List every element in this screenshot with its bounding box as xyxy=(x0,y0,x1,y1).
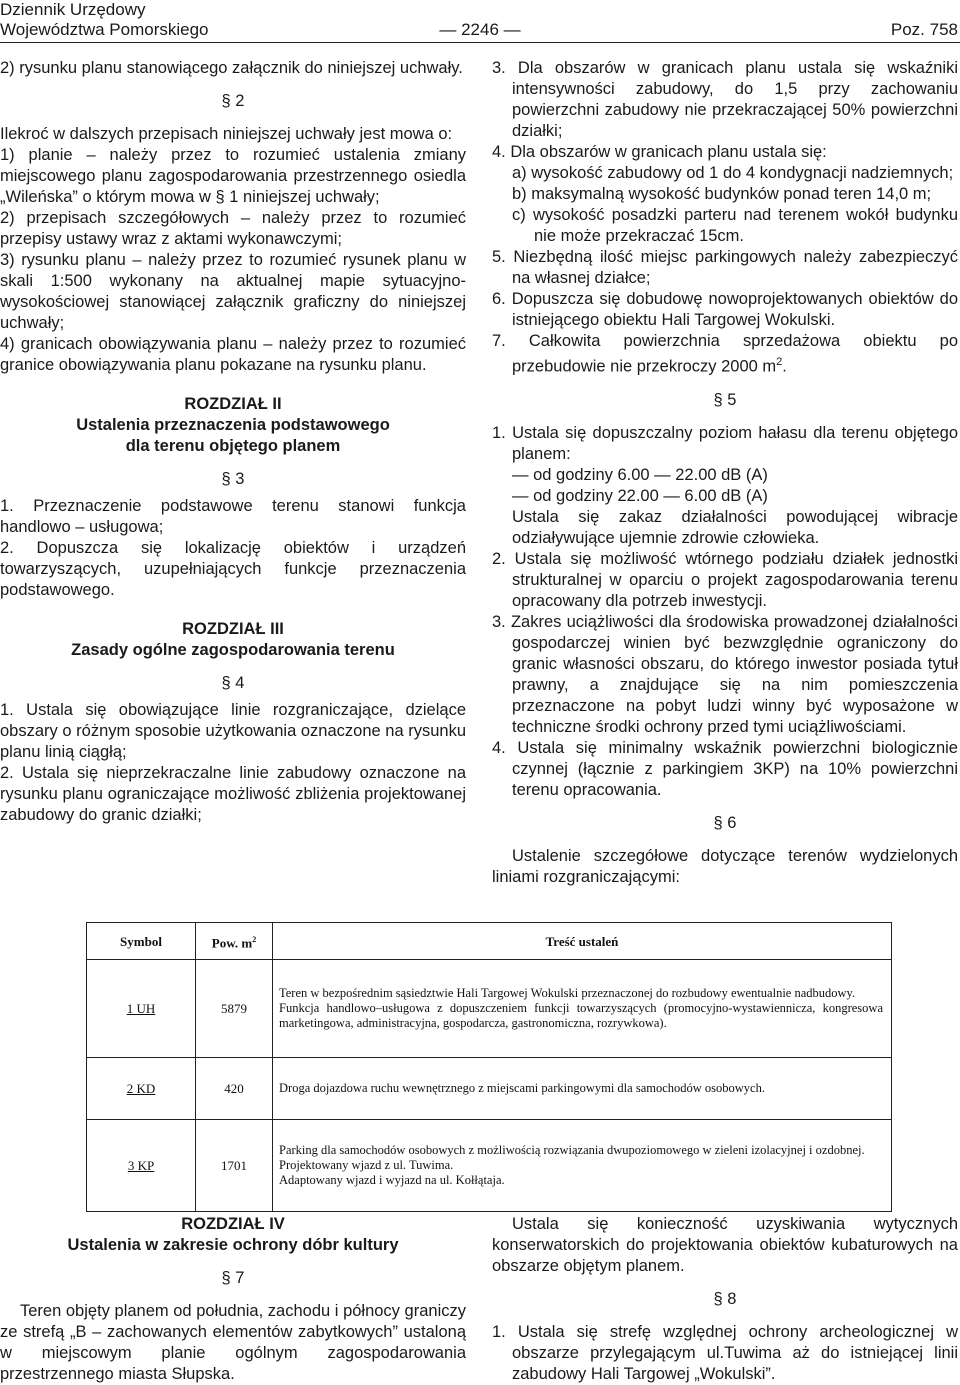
list-item: 3) rysunku planu – należy przez to rozumieć rysunek planu w skali 1:500 wykonany na aktualnej mapie sytuacyjno-wysokościowej stanowiącej załącznik graficzny do niniejszej uchwały; xyxy=(0,251,466,332)
paragraph: Teren objęty planem od południa, zachodu i północy graniczy ze strefą „B – zachowanych elementów zabytkowych” ustaloną w miejscowym planie ogólnym zagospodarowania przestrzennego miasta Słupska. xyxy=(0,1302,466,1383)
chapter-title: ROZDZIAŁ IV xyxy=(181,1215,285,1233)
col-content: Treść ustaleń xyxy=(273,923,892,960)
row-symbol: 1 UH xyxy=(87,960,196,1058)
table-row xyxy=(87,960,892,1058)
sub-item: a) wysokość zabudowy od 1 do 4 kondygnacji nadziemnych; xyxy=(512,164,954,182)
page-number: — 2246 — xyxy=(439,20,521,39)
table-header-row xyxy=(87,923,892,960)
list-item: 2) przepisach szczegółowych – należy przez to rozumieć przepisy ustawy wraz z aktami wykonawczymi; xyxy=(0,209,466,248)
list-item: 2. Ustala się nieprzekraczalne linie zabudowy oznaczone na rysunku planu ograniczające możliwość zbliżenia projektowanej zabudowy do granic działki; xyxy=(0,764,466,824)
journal-title: Dziennik Urzędowy xyxy=(0,0,146,19)
chapter-subtitle: Zasady ogólne zagospodarowania terenu xyxy=(71,641,395,659)
bottom-right-column xyxy=(492,1214,958,1385)
col-area xyxy=(196,923,273,960)
section-number: § 7 xyxy=(221,1269,245,1287)
paragraph: 2) rysunku planu stanowiącego załącznik do niniejszej uchwały. xyxy=(0,59,463,77)
paragraph: Ustala się konieczność uzyskiwania wytycznych konserwatorskich do projektowania obiektów kubaturowych na obszarze objętym planem. xyxy=(492,1215,958,1275)
content-line: Teren w bezpośrednim sąsiedztwie Hali Targowej Wokulski przeznaczonej do rozbudowy ewentualnie nadbudowy. xyxy=(279,986,856,1000)
list-item: 2. Dopuszcza się lokalizację obiektów i urządzeń towarzyszących, uzupełniających funkcje przeznaczenia podstawowego. xyxy=(0,539,466,599)
row-area: 1701 xyxy=(196,1120,273,1212)
item-text: 7. Całkowita powierzchnia sprzedażowa obiektu po przebudowie nie przekroczy 2000 m xyxy=(492,332,958,376)
chapter-title: ROZDZIAŁ III xyxy=(182,620,284,638)
list-item: 4) granicach obowiązywania planu – należy przez to rozumieć granice obowiązywania planu pokazane na rysunku planu. xyxy=(0,335,466,374)
list-item: 2. Ustala się możliwość wtórnego podziału działek jednostki strukturalnej w oparciu o projekt zagospodarowania terenu opracowany dla potrzeb inwestycji. xyxy=(492,549,958,610)
chapter-subtitle: Ustalenia przeznaczenia podstawowego xyxy=(76,416,390,434)
list-item xyxy=(492,331,958,378)
list-item: 4. Dla obszarów w granicach planu ustala się: xyxy=(492,143,827,161)
superscript: 2 xyxy=(776,356,783,368)
list-item: 3. Dla obszarów w granicach planu ustala się wskaźniki intensywności zabudowy, do 1,5 przy zachowaniu powierzchni zabudowy nie przekraczającej 50% powierzchni działki; xyxy=(492,59,958,140)
journal-region: Województwa Pomorskiego xyxy=(0,20,209,39)
section-number: § 6 xyxy=(713,813,737,832)
paragraph: Ustalenie szczegółowe dotyczące terenów wydzielonych liniami rozgraniczającymi: xyxy=(492,846,958,886)
left-column xyxy=(0,58,466,826)
content-line: Adaptowany wjazd i wyjazd na ul. Kołłątaja. xyxy=(279,1173,505,1187)
chapter-subtitle: dla terenu objętego planem xyxy=(125,437,341,455)
section-number: § 8 xyxy=(713,1290,737,1308)
paragraph: Ustala się zakaz działalności powodującej wibracje odziaływujące ujemnie zdrowie człowieka. xyxy=(512,507,958,547)
chapter-title: ROZDZIAŁ II xyxy=(184,395,282,413)
row-area: 5879 xyxy=(196,960,273,1058)
paragraph: Ilekroć w dalszych przepisach niniejszej uchwały jest mowa o: xyxy=(0,125,453,143)
position-number: Poz. 758 xyxy=(890,20,958,39)
row-symbol: 3 KP xyxy=(87,1120,196,1212)
row-symbol: 2 KD xyxy=(87,1058,196,1120)
sub-item: b) maksymalną wysokość budynków ponad teren 14,0 m; xyxy=(512,185,932,203)
content-line: Projektowany wjazd z ul. Tuwima. xyxy=(279,1158,454,1172)
content-line: Funkcja handlowo–usługowa z dopuszczeniem funkcji towarzyszących (promocyjno-wystawiennicza, kongresowa marketingowa, administracyjna, gospodarcza, gastronomiczna, rozrywkowa). xyxy=(279,1001,883,1030)
list-item: 1. Ustala się dopuszczalny poziom hałasu dla terenu objętego planem: xyxy=(492,423,958,463)
section-number: § 3 xyxy=(221,470,245,488)
content-line: Droga dojazdowa ruchu wewnętrznego z miejscami parkingowymi dla samochodów osobowych. xyxy=(279,1081,765,1095)
list-item: 1) planie – należy przez to rozumieć ustalenia zmiany miejscowego planu zagospodarowania przestrzennego osiedla „Wileńska” o którym mowa w § 1 niniejszej uchwały; xyxy=(0,146,466,206)
section-number: § 2 xyxy=(221,92,245,110)
table-row xyxy=(87,1120,892,1212)
sub-item: c) wysokość posadzki parteru nad terenem wokół budynku nie może przekraczać 15cm. xyxy=(512,206,958,245)
row-area: 420 xyxy=(196,1058,273,1120)
col-area-label: Pow. m xyxy=(211,935,253,951)
list-item: 4. Ustala się minimalny wskaźnik powierzchni biologicznie czynnej (łącznie z parkingiem 3KP) na 10% powierzchni terenu opracowania. xyxy=(492,738,958,799)
item-end: . xyxy=(782,357,787,376)
row-content xyxy=(273,1120,892,1212)
list-item: 1. Ustala się obowiązujące linie rozgraniczające, dzielące obszary o różnym sposobie użytkowania oznaczone na rysunku planu linią ciągłą; xyxy=(0,701,466,761)
row-content xyxy=(273,1058,892,1120)
row-content xyxy=(273,960,892,1058)
list-item: 5. Niezbędną ilość miejsc parkingowych należy zabezpieczyć na własnej działce; xyxy=(492,248,958,287)
dash-item: — od godziny 22.00 — 6.00 dB (A) xyxy=(512,486,768,505)
list-item: 1. Przeznaczenie podstawowe terenu stanowi funkcja handlowo – usługowa; xyxy=(0,497,466,536)
zoning-table xyxy=(86,922,892,1212)
section-number: § 4 xyxy=(221,674,245,692)
list-item: 6. Dopuszcza się dobudowę nowoprojektowanych obiektów do istniejącego obiektu Hali Targowej Wokulski. xyxy=(492,290,958,329)
chapter-subtitle: Ustalenia w zakresie ochrony dóbr kultury xyxy=(67,1236,399,1254)
list-item: 1. Ustala się strefę względnej ochrony archeologicznej w obszarze przylegającym ul.Tuwima aż do istniejącej linii zabudowy Hali Targowej „Wokulski”. xyxy=(492,1323,958,1383)
superscript: 2 xyxy=(252,934,257,944)
col-symbol: Symbol xyxy=(87,923,196,960)
page-header xyxy=(0,0,960,42)
bottom-left-column xyxy=(0,1214,466,1385)
content-line: Parking dla samochodów osobowych z możliwością rozwiązania dwupoziomowego w zieleni izolacyjnej i ozdobnej. xyxy=(279,1143,865,1157)
table-row xyxy=(87,1058,892,1120)
list-item: 3. Zakres uciążliwości dla środowiska prowadzonej działalności gospodarczej winien być bezwzględnie ograniczony do granic własności obszaru, do którego inwestor posiada tytuł prawny, a znajdujące się na nim pomieszczenia przeznaczone na pobyt ludzi winny być wyposażone w techniczne środki ochrony przed tymi uciążliwościami. xyxy=(492,612,958,736)
right-column xyxy=(492,58,958,888)
header-rule xyxy=(0,42,960,43)
dash-item: — od godziny 6.00 — 22.00 dB (A) xyxy=(512,465,768,484)
section-number: § 5 xyxy=(713,390,737,409)
